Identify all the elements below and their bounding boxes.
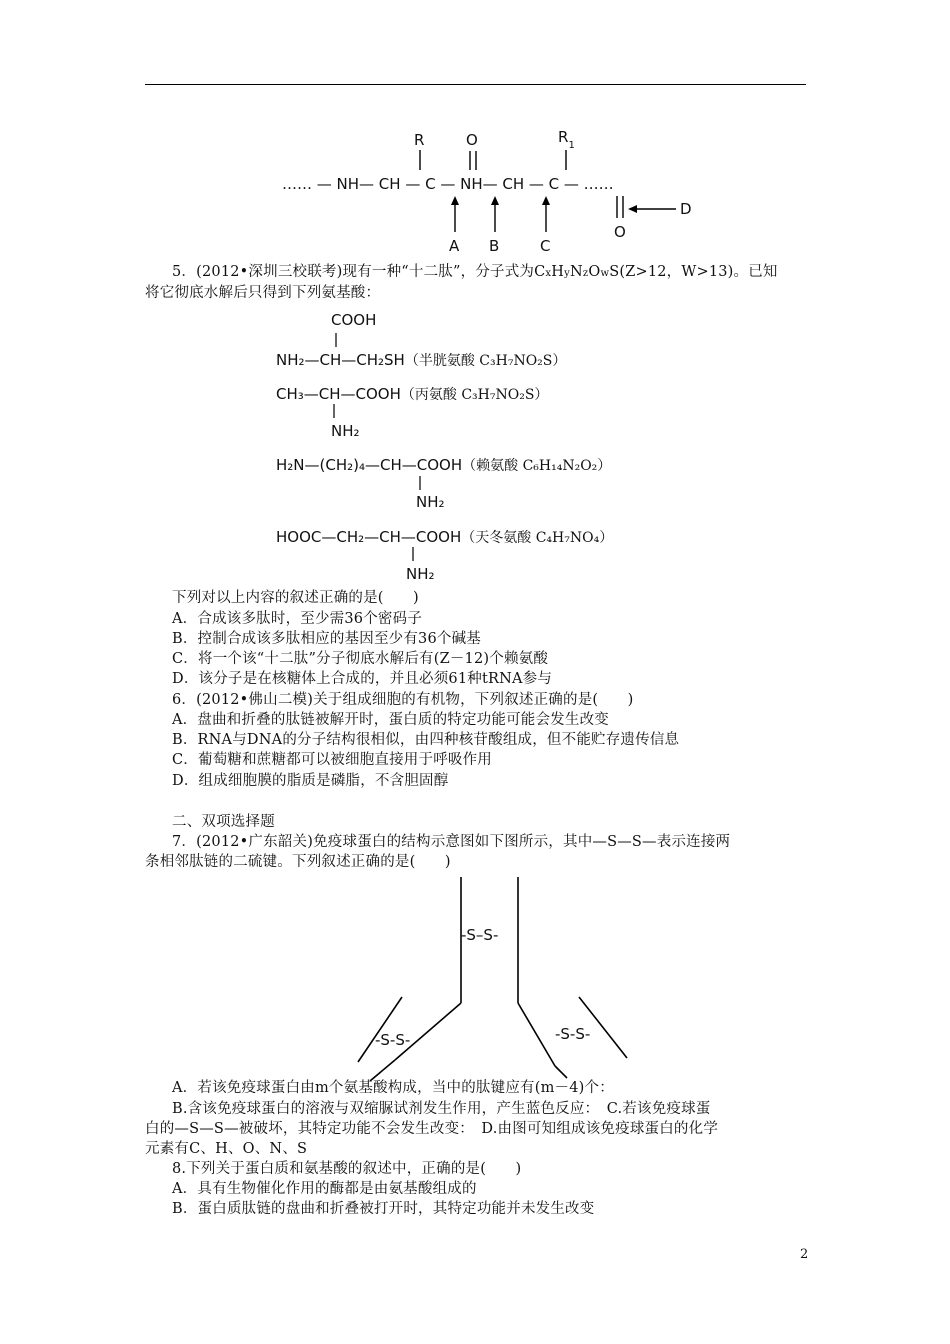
- q5-option-d: D．该分子是在核糖体上合成的，并且必须61种tRNA参与: [172, 671, 553, 687]
- q8-option-b: B．蛋白质肽链的盘曲和折叠被打开时，其特定功能并未发生改变: [172, 1201, 595, 1217]
- arrow-label-d: D: [680, 200, 692, 218]
- q7-line1: 7．(2012•广东韶关)免疫球蛋白的结构示意图如下图所示，其中—S—S—表示连接两: [172, 834, 731, 850]
- q7-option-a: A．若该免疫球蛋白由m个氨基酸构成，当中的肽键应有(m－4)个：: [172, 1080, 614, 1096]
- q7-option-bc: B.含该免疫球蛋白的溶液与双缩脲试剂发生作用，产生蓝色反应： C.若该免疫球蛋: [172, 1101, 711, 1117]
- ala-nh2: NH₂: [331, 422, 360, 440]
- r-label: R: [414, 131, 425, 149]
- o-bottom-label: O: [614, 223, 626, 241]
- q6-option-b: B．RNA与DNA的分子结构很相似，由四种核苷酸组成，但不能贮存遗传信息: [172, 732, 680, 748]
- arrow-label-c: C: [540, 237, 551, 255]
- q8-stem: 8.下列关于蛋白质和氨基酸的叙述中，正确的是( ): [172, 1161, 522, 1177]
- ss-bond-right: -S-S-: [555, 1025, 591, 1043]
- q5-option-c: C．将一个该“十二肽”分子彻底水解后有(Z－12)个赖氨酸: [172, 651, 549, 667]
- q6-option-a: A．盘曲和折叠的肽链被解开时，蛋白质的特定功能可能会发生改变: [172, 712, 609, 728]
- ss-bond-left: -S-S-: [375, 1031, 411, 1049]
- lys-formula: H₂N—(CH₂)₄—CH—COOH（赖氨酸 C₆H₁₄N₂O₂）: [276, 456, 612, 474]
- q7-option-cd: 白的—S—S—被破坏，其特定功能不会发生改变： D.由图可知组成该免疫球蛋白的化学: [145, 1121, 719, 1137]
- asp-nh2: NH₂: [406, 565, 435, 583]
- q6-option-d: D．组成细胞膜的脂质是磷脂，不含胆固醇: [172, 773, 449, 789]
- ala-formula: CH₃—CH—COOH（丙氨酸 C₃H₇NO₂S）: [276, 385, 549, 403]
- peptide-chain: …… — NH— CH — C — NH— CH — C — ……: [282, 175, 614, 193]
- page-number: 2: [800, 1247, 809, 1262]
- q7-line2: 条相邻肽链的二硫键。下列叙述正确的是( ): [145, 854, 451, 870]
- q5-stem: 下列对以上内容的叙述正确的是( ): [172, 590, 419, 606]
- q5-line1: 5．(2012•深圳三校联考)现有一种“十二肽”，分子式为CxHyNzOwS(Z>12，W>13)。已知: [172, 264, 778, 280]
- section-title: 二、双项选择题: [172, 814, 275, 830]
- arrow-label-a: A: [449, 237, 460, 255]
- lys-nh2: NH₂: [416, 493, 445, 511]
- q5-option-a: A．合成该多肽时，至少需36个密码子: [172, 611, 423, 627]
- q7-option-d-end: 元素有C、H、O、N、S: [145, 1141, 308, 1157]
- cys-cooh: COOH: [331, 311, 377, 329]
- q8-option-a: A．具有生物催化作用的酶都是由氨基酸组成的: [172, 1181, 477, 1197]
- q6-stem: 6．(2012•佛山二模)关于组成细胞的有机物，下列叙述正确的是( ): [172, 692, 634, 708]
- asp-formula: HOOC—CH₂—CH—COOH（天冬氨酸 C₄H₇NO₄）: [276, 528, 614, 546]
- o-top-label: O: [466, 131, 478, 149]
- cys-formula: NH₂—CH—CH₂SH（半胱氨酸 C₃H₇NO₂S）: [276, 351, 567, 369]
- r1-label: $R_1$: [558, 128, 575, 151]
- q6-option-c: C．葡萄糖和蔗糖都可以被细胞直接用于呼吸作用: [172, 752, 492, 768]
- arrow-label-b: B: [489, 237, 500, 255]
- ss-bond-center: -S–S-: [461, 926, 499, 944]
- q5-option-b: B．控制合成该多肽相应的基因至少有36个碱基: [172, 631, 482, 647]
- q5-line2: 将它彻底水解后只得到下列氨基酸：: [145, 285, 381, 301]
